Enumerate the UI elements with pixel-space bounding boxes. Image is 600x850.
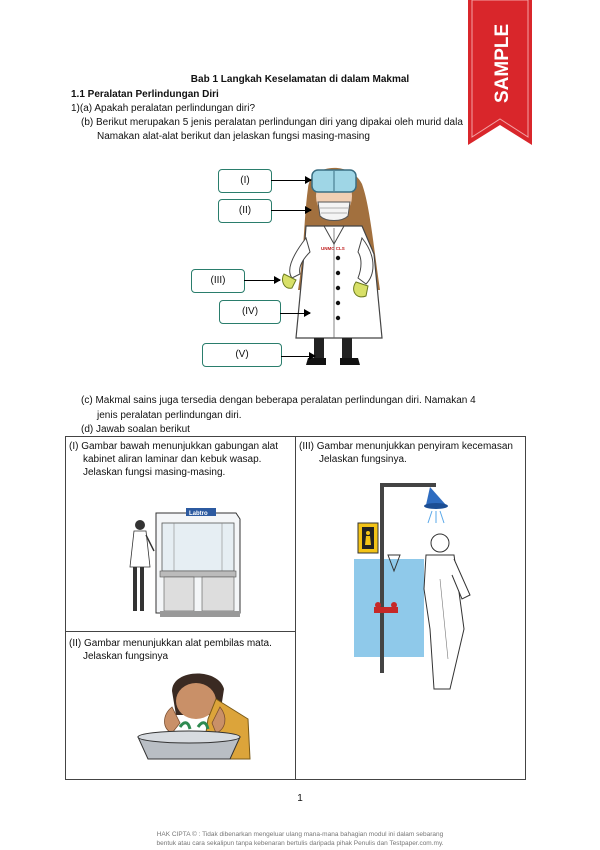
arrow-5 — [281, 356, 315, 357]
svg-text:Labtro: Labtro — [189, 511, 208, 517]
svg-text:UNMC CLS: UNMC CLS — [321, 246, 345, 251]
question-1b-line2: Namakan alat-alat berikut dan jelaskan fungsi masing-masing — [97, 131, 370, 142]
fume-hood-illustration — [126, 505, 246, 623]
question-grid — [65, 436, 526, 780]
eyewash-illustration — [132, 663, 252, 767]
cell-I-text: (I) Gambar bawah menunjukkan gabungan alat kabinet aliran laminar dan kebuk wasap. Jelaskan fungsi masing-masing. — [69, 441, 279, 478]
svg-text:SAMPLE: SAMPLE — [492, 23, 513, 103]
grid-vertical-divider — [295, 437, 296, 779]
label-box-2: (II) — [218, 199, 272, 223]
arrow-3 — [244, 280, 280, 281]
copyright-line-2: bentuk atau cara sekalipun tanpa kebenaran bertulis daripada pihak Penulis dan Testpaper.com.my. — [156, 840, 444, 847]
section-title: 1.1 Peralatan Perlindungan Diri — [71, 89, 219, 100]
grid-horizontal-divider — [66, 631, 295, 632]
cell-III-text: (III) Gambar menunjukkan penyiram kecemasan Jelaskan fungsinya. — [299, 441, 513, 465]
arrow-1 — [271, 180, 311, 181]
question-1b-line1: (b) Berikut merupakan 5 jenis peralatan perlindungan diri yang dipakai oleh murid dala — [81, 117, 463, 128]
cell-II-text: (II) Gambar menunjukkan alat pembilas mata. Jelaskan fungsinya — [69, 638, 272, 662]
arrow-4 — [280, 313, 310, 314]
chapter-title: Bab 1 Langkah Keselamatan di dalam Makmal — [190, 74, 410, 85]
label-box-5: (V) — [202, 343, 282, 367]
copyright-line-1: HAK CIPTA © : Tidak dibenarkan mengeluar ulang mana-mana bahagian modul ini dalam sebarang — [156, 831, 444, 838]
page-number: 1 — [297, 793, 303, 804]
question-1c-line1: (c) Makmal sains juga tersedia dengan beberapa peralatan perlindungan diri. Namakan 4 — [81, 395, 476, 406]
label-box-1: (I) — [218, 169, 272, 193]
question-1a: 1)(a) Apakah peralatan perlindungan diri? — [71, 103, 256, 114]
arrow-2 — [271, 210, 311, 211]
label-box-3: (III) — [191, 269, 245, 293]
label-box-4: (IV) — [219, 300, 281, 324]
emergency-shower-illustration — [354, 479, 474, 691]
question-1c-line2: jenis peralatan perlindungan diri. — [97, 410, 242, 421]
scientist-illustration — [270, 158, 410, 366]
question-1d: (d) Jawab soalan berikut — [81, 424, 190, 435]
